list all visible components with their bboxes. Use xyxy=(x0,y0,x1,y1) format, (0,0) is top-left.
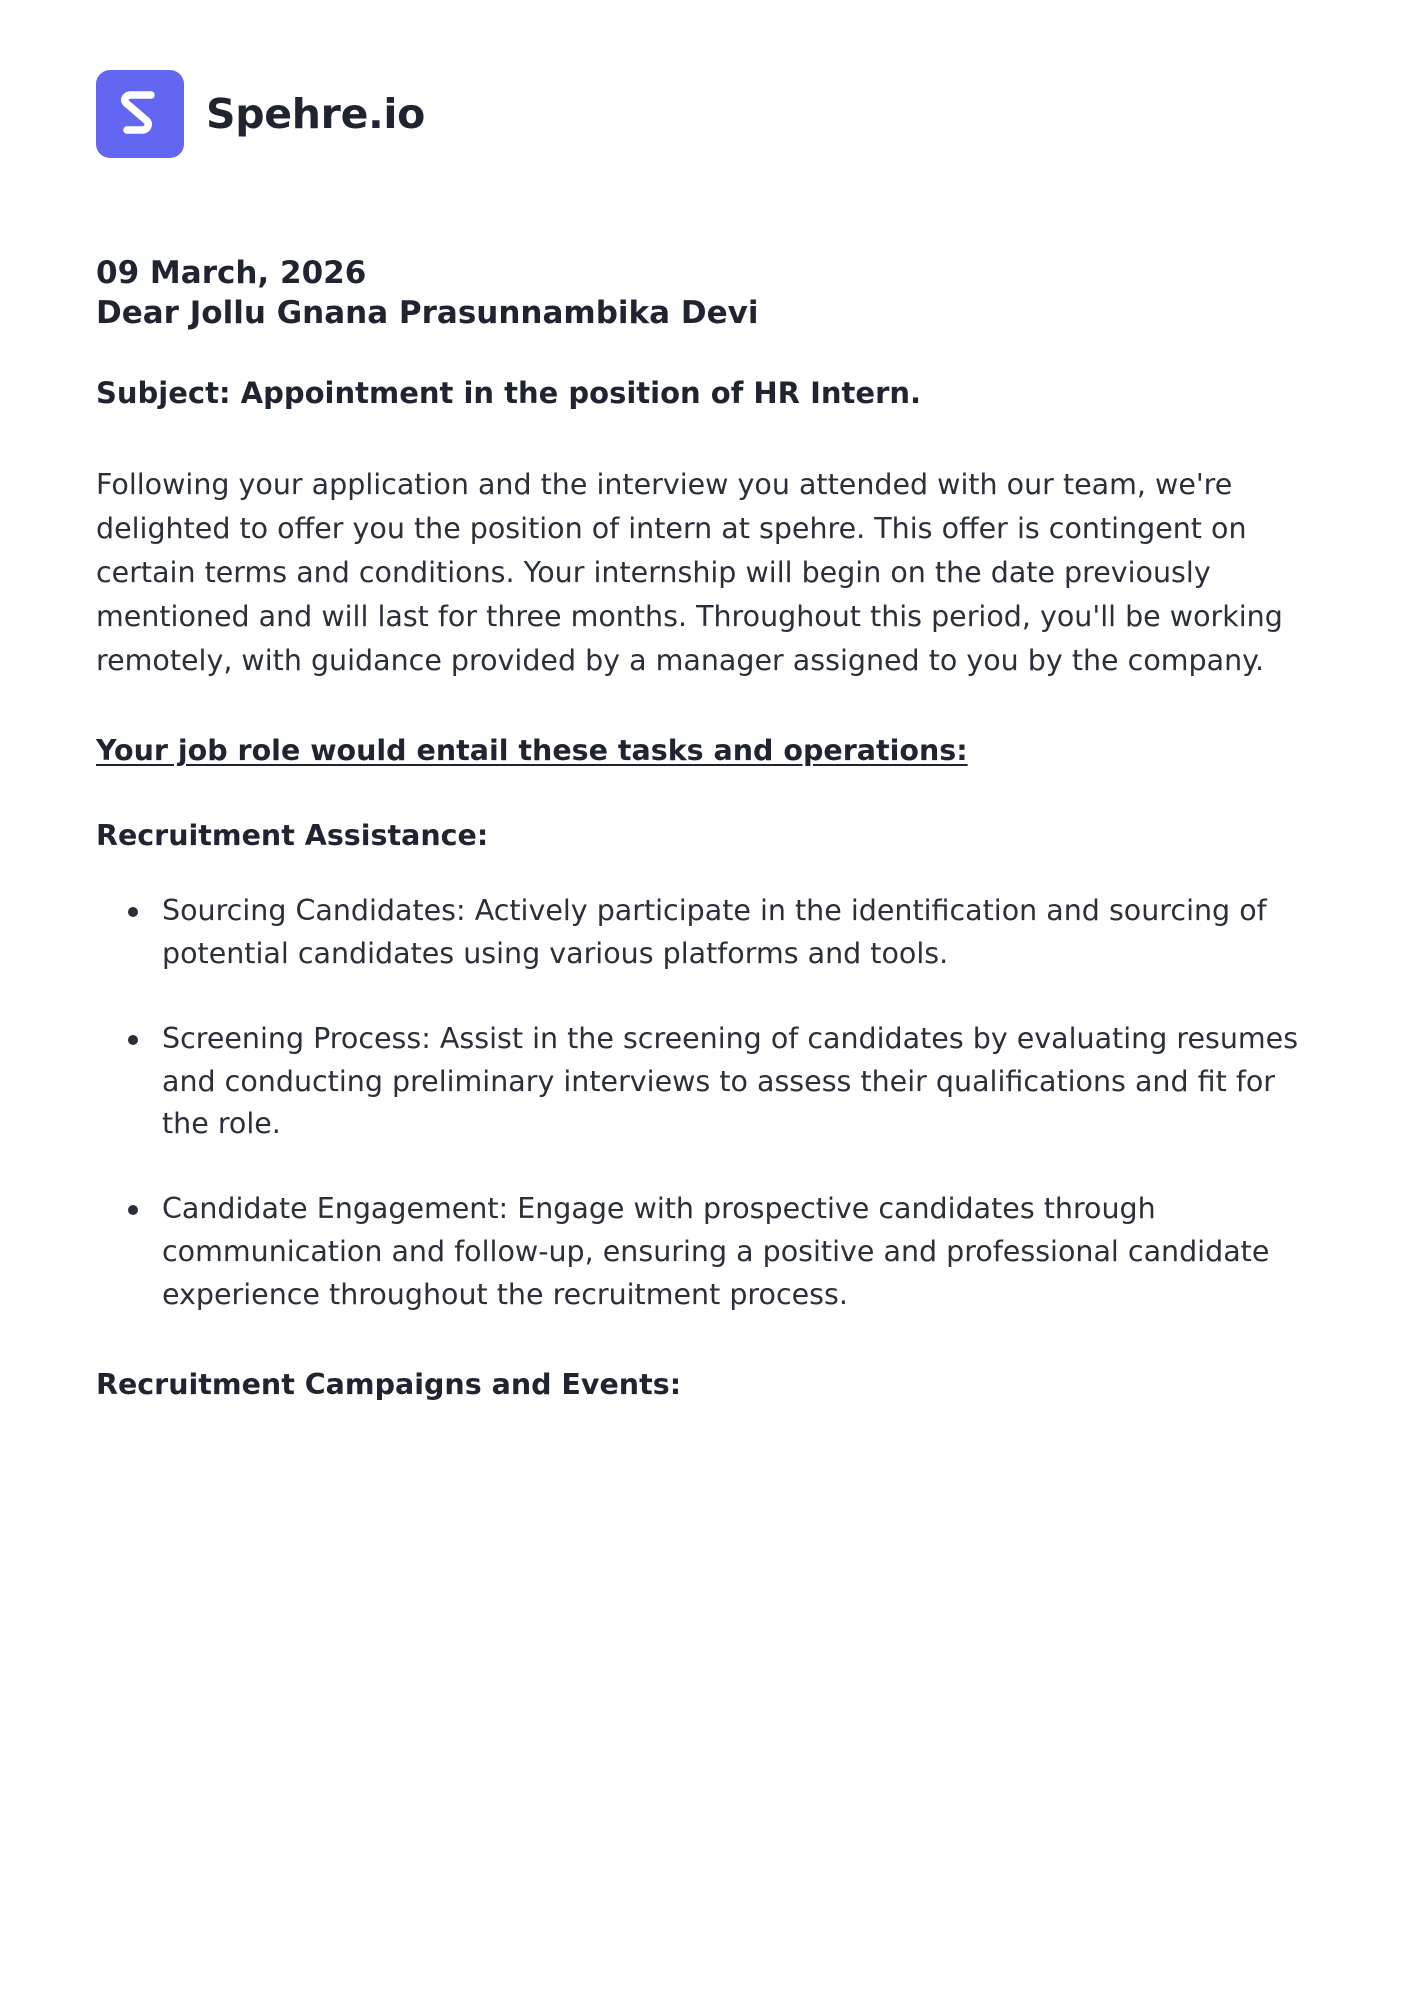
letter-meta xyxy=(96,254,1316,333)
letter-subject: Subject: Appointment in the position of HR Intern. xyxy=(96,376,922,411)
section-heading-recruitment-assistance: Recruitment Assistance: xyxy=(96,819,489,853)
recruitment-assistance-list xyxy=(96,890,1316,1316)
list-item: Sourcing Candidates: Actively participate in the identification and sourcing of potential candidates using various platforms and tools. xyxy=(154,890,1316,976)
brand-header xyxy=(96,70,1318,158)
role-heading-wrap xyxy=(96,734,1316,819)
list-item: Screening Process: Assist in the screening of candidates by evaluating resumes and conducting preliminary interviews to assess their qualifications and fit for the role. xyxy=(154,1018,1316,1146)
list-item: Candidate Engagement: Engage with prospective candidates through communication and follow-up, ensuring a positive and professional candidate experience throughout the recruitment process. xyxy=(154,1188,1316,1316)
letter-salutation: Dear Jollu Gnana Prasunnambika Devi xyxy=(96,294,759,331)
letter-body xyxy=(96,254,1316,1401)
letter-date: 09 March, 2026 xyxy=(96,255,367,291)
brand-name: Spehre.io xyxy=(206,89,425,138)
letter-intro-paragraph: Following your application and the interview you attended with our team, we're delighted to offer you the position of intern at spehre. This offer is contingent on certain terms and conditions. Your internship will begin on the date previously mentioned and will last for three months. Throughout this period, you'll be working remotely, with guidance provided by a manager assigned to you by the company. xyxy=(96,468,1283,677)
role-heading: Your job role would entail these tasks and operations: xyxy=(96,734,968,768)
section-heading-recruitment-campaigns: Recruitment Campaigns and Events: xyxy=(96,1368,682,1402)
spehre-s-logo-icon xyxy=(96,70,184,158)
